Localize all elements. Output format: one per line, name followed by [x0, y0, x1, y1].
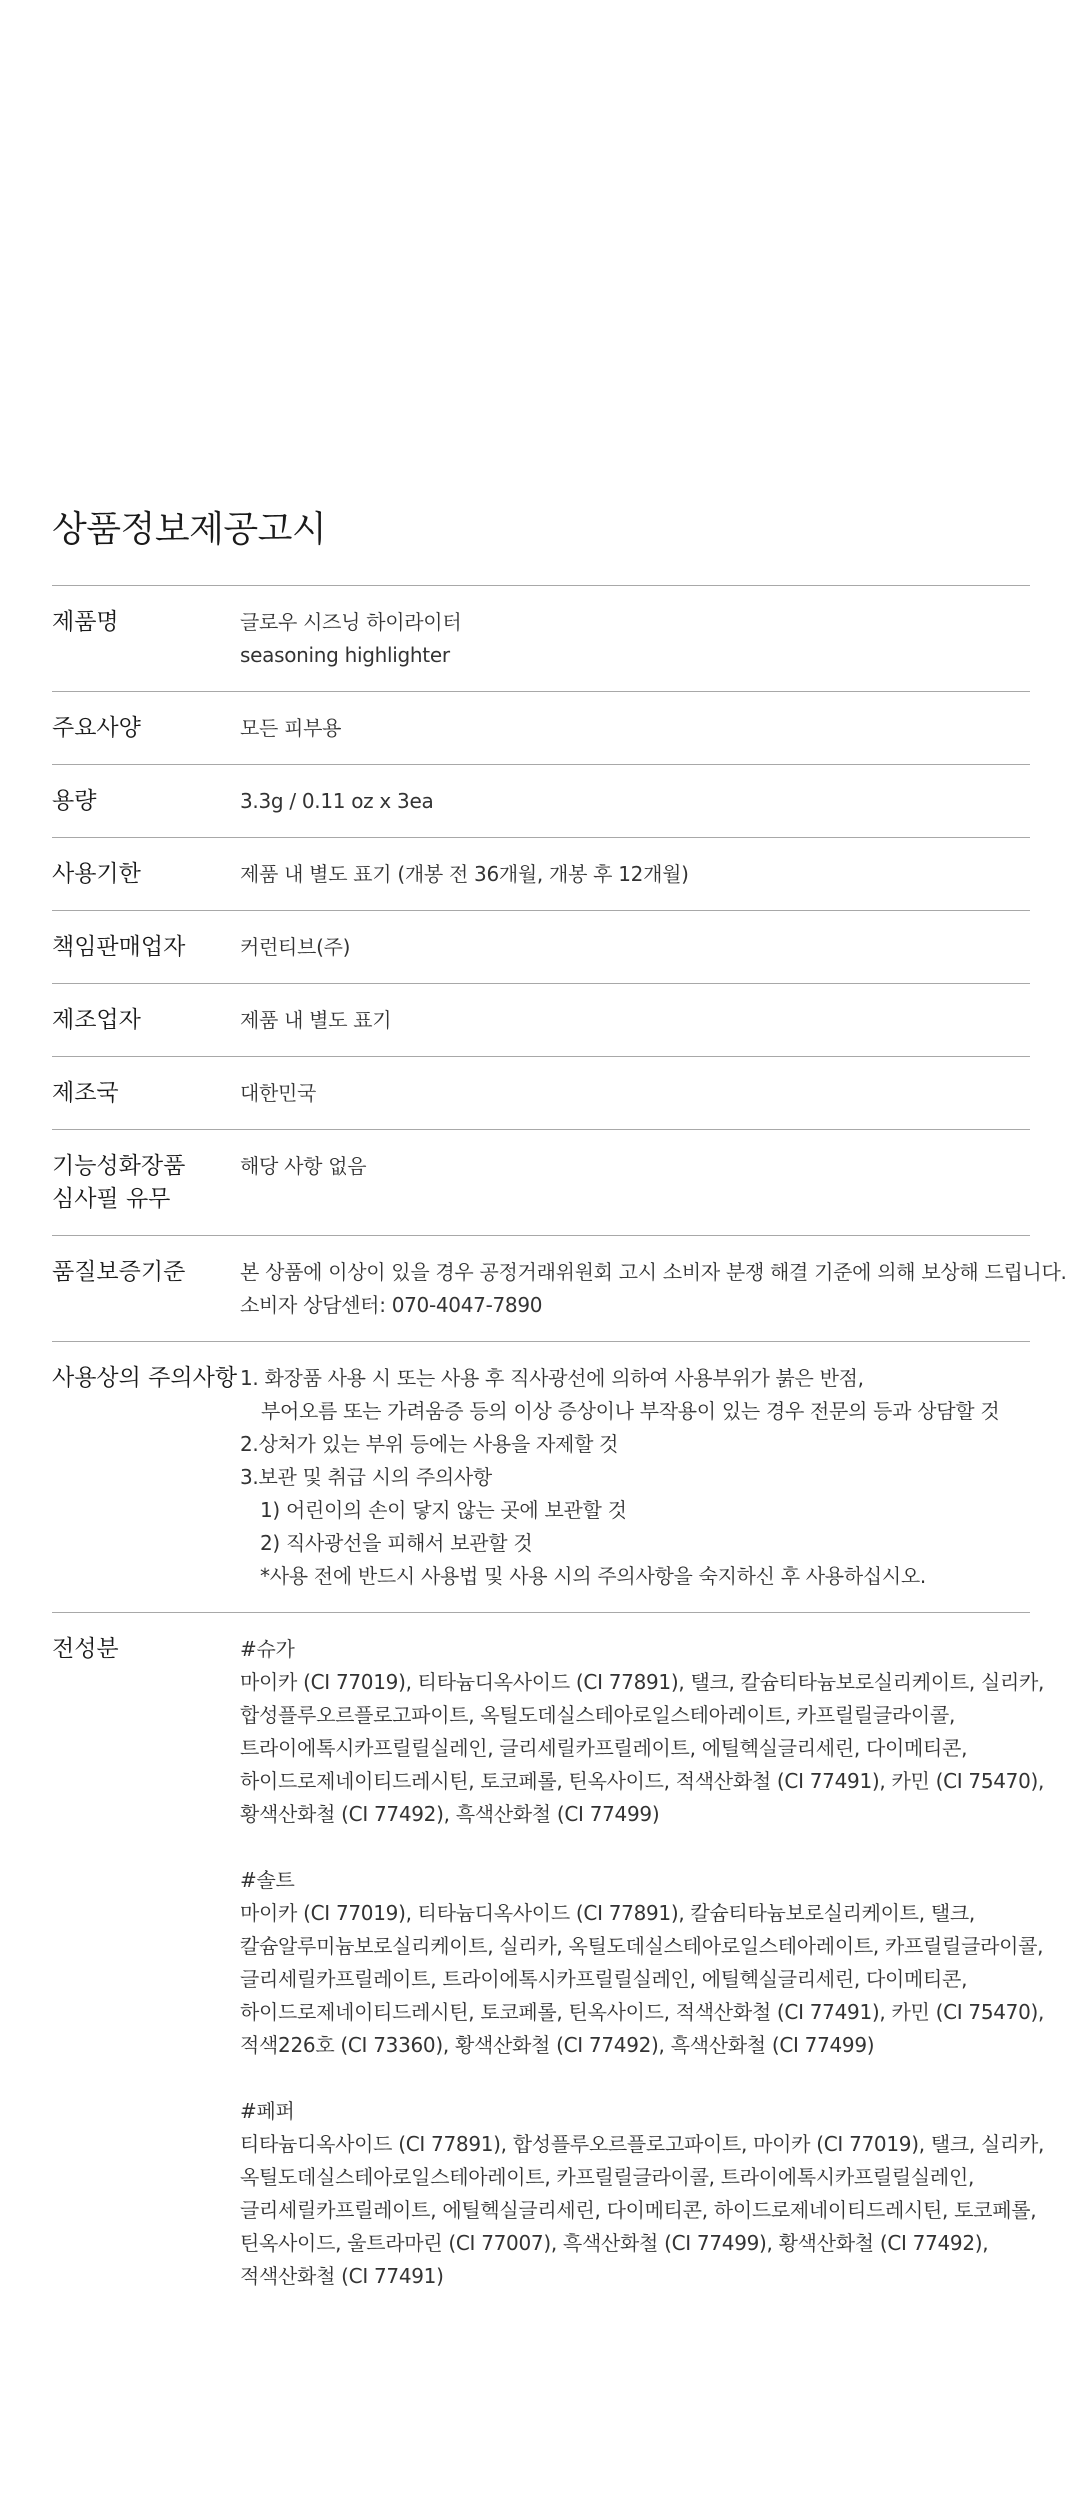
row-value	[240, 1150, 1030, 1216]
value-line: 글리세릴카프릴레이트, 에틸헥실글리세린, 다이메티콘, 하이드로제네이티드레시틴, 토코페롤,	[240, 2198, 1037, 2222]
value-line: 해당 사항 없음	[240, 1154, 367, 1178]
row-caution	[52, 1342, 1030, 1613]
page-title: 상품정보제공고시	[52, 509, 327, 550]
ingredient-heading-pepper: #페퍼	[240, 2099, 295, 2123]
row-value	[240, 1633, 1044, 2293]
row-value	[240, 785, 1030, 818]
row-label	[52, 1150, 240, 1216]
value-line: 대한민국	[240, 1081, 317, 1105]
value-line: 2) 직사광선을 피해서 보관할 것	[260, 1531, 533, 1555]
row-label: 사용상의 주의사항	[52, 1365, 238, 1391]
value-line: 3.보관 및 취급 시의 주의사항	[240, 1465, 492, 1489]
value-line: seasoning highlighter	[240, 643, 450, 667]
value-line: 마이카 (CI 77019), 티타늄디옥사이드 (CI 77891), 탤크, 칼슘티타늄보로실리케이트, 실리카,	[240, 1670, 1045, 1694]
row-product-name	[52, 586, 1030, 692]
value-line: 본 상품에 이상이 있을 경우 공정거래위원회 고시 소비자 분쟁 해결 기준에 의해 보상해 드립니다.	[240, 1260, 1067, 1284]
row-seller	[52, 911, 1030, 984]
value-line: 적색산화철 (CI 77491)	[240, 2264, 444, 2288]
row-value	[240, 1004, 1030, 1037]
row-label: 용량	[52, 788, 97, 814]
row-label: 품질보증기준	[52, 1259, 186, 1285]
row-value	[240, 1256, 1067, 1322]
value-line: 트라이에톡시카프릴릴실레인, 글리세릴카프릴레이트, 에틸헥실글리세린, 다이메티콘,	[240, 1736, 968, 1760]
value-line: 부어오름 또는 가려움증 등의 이상 증상이나 부작용이 있는 경우 전문의 등과 상담할 것	[261, 1399, 1000, 1423]
spacer	[240, 1831, 1044, 1864]
row-country	[52, 1057, 1030, 1130]
row-main-spec	[52, 692, 1030, 765]
row-ingredients	[52, 1613, 1045, 2312]
value-line: 글로우 시즈닝 하이라이터	[240, 610, 462, 634]
info-table	[52, 585, 1067, 2312]
value-line: 틴옥사이드, 울트라마린 (CI 77007), 흑색산화철 (CI 77499), 황색산화철 (CI 77492),	[240, 2231, 989, 2255]
value-line: 제품 내 별도 표기	[240, 1008, 392, 1032]
value-line: 2.상처가 있는 부위 등에는 사용을 자제할 것	[240, 1432, 619, 1456]
row-label: 제품명	[52, 609, 119, 635]
value-line: 1) 어린이의 손이 닿지 않는 곳에 보관할 것	[260, 1498, 627, 1522]
row-label: 전성분	[52, 1636, 119, 1662]
row-value	[240, 712, 1030, 745]
value-line: 모든 피부용	[240, 716, 342, 740]
row-value	[240, 1362, 1030, 1593]
value-line: 커런티브(주)	[240, 935, 351, 959]
row-label-line: 심사필 유무	[52, 1186, 171, 1212]
value-line: 황색산화철 (CI 77492), 흑색산화철 (CI 77499)	[240, 1802, 660, 1826]
row-label: 책임판매업자	[52, 934, 186, 960]
row-capacity	[52, 765, 1030, 838]
value-line: 옥틸도데실스테아로일스테아레이트, 카프릴릴글라이콜, 트라이에톡시카프릴릴실레인,	[240, 2165, 975, 2189]
ingredient-heading-sugar: #슈가	[240, 1637, 295, 1661]
value-line: 하이드로제네이티드레시틴, 토코페롤, 틴옥사이드, 적색산화철 (CI 77491), 카민 (CI 75470),	[240, 2000, 1045, 2024]
value-line: 합성플루오르플로고파이트, 옥틸도데실스테아로일스테아레이트, 카프릴릴글라이콜,	[240, 1703, 956, 1727]
row-label: 주요사양	[52, 715, 141, 741]
value-line: 3.3g / 0.11 oz x 3ea	[240, 789, 434, 813]
row-functional-cosmetic	[52, 1130, 1030, 1236]
row-value	[240, 606, 1030, 672]
row-label: 제조국	[52, 1080, 119, 1106]
row-label: 제조업자	[52, 1007, 141, 1033]
value-line: 적색226호 (CI 73360), 황색산화철 (CI 77492), 흑색산화철 (CI 77499)	[240, 2033, 875, 2057]
value-line: 하이드로제네이티드레시틴, 토코페롤, 틴옥사이드, 적색산화철 (CI 77491), 카민 (CI 75470),	[240, 1769, 1045, 1793]
row-value	[240, 858, 1030, 891]
row-quality	[52, 1236, 1067, 1342]
value-line: 글리세릴카프릴레이트, 트라이에톡시카프릴릴실레인, 에틸헥실글리세린, 다이메티콘,	[240, 1967, 968, 1991]
product-info-notice	[52, 505, 1067, 2312]
value-line: 칼슘알루미늄보로실리케이트, 실리카, 옥틸도데실스테아로일스테아레이트, 카프릴릴글라이콜,	[240, 1934, 1044, 1958]
row-value	[240, 931, 1030, 964]
row-value	[240, 1077, 1030, 1110]
value-line: 티타늄디옥사이드 (CI 77891), 합성플루오르플로고파이트, 마이카 (CI 77019), 탤크, 실리카,	[240, 2132, 1045, 2156]
ingredient-heading-salt: #솔트	[240, 1868, 295, 1892]
value-line: 마이카 (CI 77019), 티타늄디옥사이드 (CI 77891), 칼슘티타늄보로실리케이트, 탤크,	[240, 1901, 975, 1925]
row-expiry	[52, 838, 1030, 911]
value-line: *사용 전에 반드시 사용법 및 사용 시의 주의사항을 숙지하신 후 사용하십시오.	[260, 1564, 926, 1588]
value-line: 1. 화장품 사용 시 또는 사용 후 직사광선에 의하여 사용부위가 붉은 반점,	[240, 1366, 864, 1390]
row-label: 사용기한	[52, 861, 141, 887]
row-manufacturer	[52, 984, 1030, 1057]
spacer	[240, 2062, 1044, 2095]
value-line: 소비자 상담센터: 070-4047-7890	[240, 1293, 543, 1317]
value-line: 제품 내 별도 표기 (개봉 전 36개월, 개봉 후 12개월)	[240, 862, 689, 886]
row-label-line: 기능성화장품	[52, 1153, 186, 1179]
